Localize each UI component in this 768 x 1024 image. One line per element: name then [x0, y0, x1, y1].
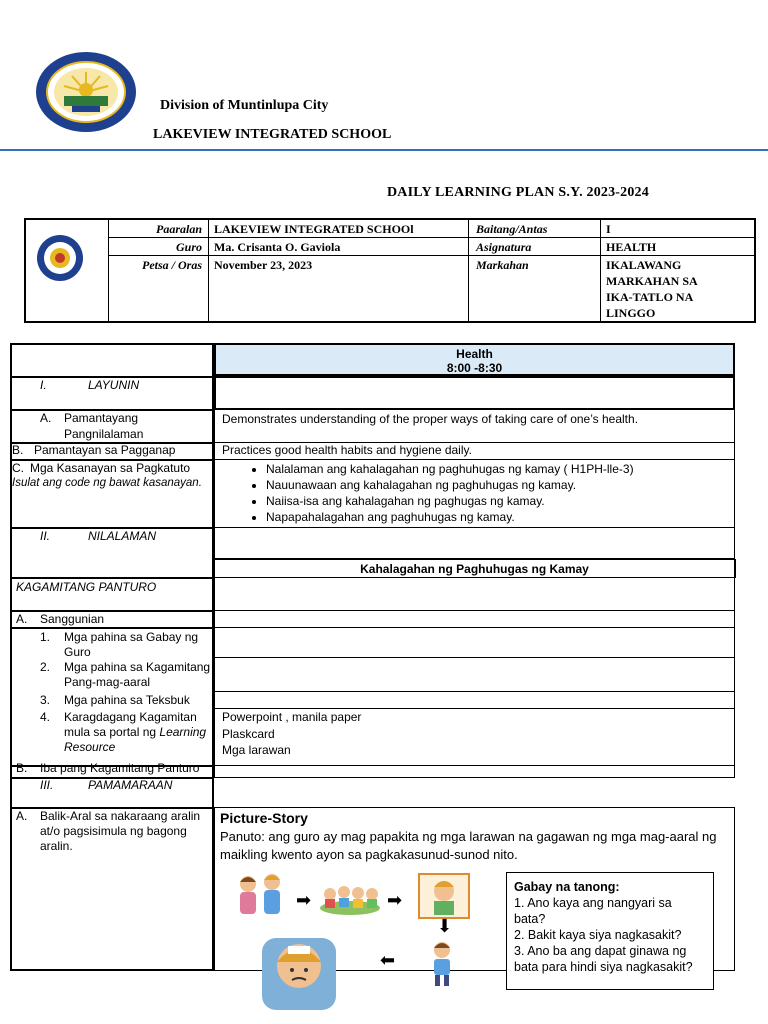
- c-letter: C.: [12, 461, 24, 475]
- gabay-tanong-box: [506, 872, 714, 990]
- arrow-left-icon: ⬅: [380, 950, 396, 970]
- pamamaraan-heading: PAMAMARAAN: [88, 778, 173, 792]
- nilalaman-num: II.: [40, 529, 51, 543]
- gabay-question-1b: bata?: [514, 912, 546, 926]
- s4-label-1: Karagdagang Kagamitan: [64, 710, 197, 724]
- objectives-list: [214, 461, 730, 525]
- story-picture-2: [318, 880, 382, 921]
- markahan-value-2: MARKAHAN SA: [606, 274, 698, 288]
- story-picture-5: [254, 928, 344, 1019]
- pagganap-value: Practices good health habits and hygiene daily.: [222, 443, 472, 457]
- deped-seal-icon: [36, 234, 100, 298]
- nilalaman-heading: NILALAMAN: [88, 529, 157, 543]
- s1-label-2: Guro: [64, 645, 91, 659]
- gabay-question-1: 1. Ano kaya ang nangyari sa: [514, 896, 672, 910]
- balik-label-3: aralin.: [40, 839, 73, 853]
- plan-title: DAILY LEARNING PLAN S.Y. 2023-2024: [387, 185, 649, 200]
- picture-story-title: Picture-Story: [220, 810, 308, 826]
- petsa-value: November 23, 2023: [214, 258, 313, 272]
- arrow-right-icon: ➡: [296, 890, 312, 910]
- balik-label-1: Balik-Aral sa nakaraang aralin: [40, 809, 201, 823]
- s3-label: Mga pahina sa Teksbuk: [64, 693, 190, 707]
- baitang-label: Baitang/Antas: [476, 222, 548, 236]
- gabay-question-2: 2. Bakit kaya siya nagkasakit?: [514, 928, 682, 942]
- asignatura-value: HEALTH: [606, 240, 657, 254]
- baitang-value: I: [606, 222, 611, 236]
- guro-value: Ma. Crisanta O. Gaviola: [214, 240, 341, 254]
- s2-label-1: Mga pahina sa Kagamitang: [64, 660, 211, 674]
- s4-num: 4.: [40, 710, 51, 724]
- pamantayang-value: Demonstrates understanding of the proper ways of taking care of one’s health.: [222, 412, 639, 426]
- s4-label-2: [64, 725, 206, 740]
- panuto-line-2: maikling kwento ayon sa pagkakasunud-sunod nito.: [220, 847, 518, 862]
- school-name: LAKEVIEW INTEGRATED SCHOOL: [153, 127, 392, 142]
- objective-item: • Nauunawaan ang kahalagahan ng paghuhugas ng kamay.: [266, 477, 730, 493]
- iba-pang-letter: B.: [16, 761, 28, 775]
- s4-value-2: Plaskcard: [222, 727, 275, 741]
- s2-num: 2.: [40, 660, 51, 674]
- pamamaraan-num: III.: [40, 778, 54, 792]
- kasanayan-label: Mga Kasanayan sa Pagkatuto: [30, 461, 191, 475]
- story-picture-1: [232, 872, 288, 925]
- markahan-value-1: IKALAWANG: [606, 258, 682, 272]
- s1-num: 1.: [40, 630, 51, 644]
- b-letter: B.: [12, 443, 24, 457]
- division-name: Division of Muntinlupa City: [160, 98, 329, 113]
- health-header: [214, 343, 735, 376]
- markahan-value-3: IKA-TATLO NA: [606, 290, 694, 304]
- story-picture-4: [428, 940, 456, 993]
- arrow-down-icon: ⬇: [437, 916, 453, 936]
- balik-label-2: at/o pagsisimula ng bagong: [40, 824, 187, 838]
- arrow-right-icon: ➡: [387, 890, 403, 910]
- sanggunian-label: Sanggunian: [40, 612, 105, 626]
- objective-item: • Napapahalagahan ang paghuhugas ng kamay.: [266, 509, 730, 525]
- s1-label-1: Mga pahina sa Gabay ng: [64, 630, 199, 644]
- s4-label-3: Resource: [64, 740, 116, 754]
- s4-label-2-italic: Learning: [159, 725, 207, 739]
- header-divider: [0, 149, 768, 151]
- time-label: 8:00 -8:30: [446, 361, 503, 375]
- layunin-num: I.: [40, 378, 47, 392]
- guro-label: Guro: [175, 240, 202, 254]
- s2-label-2: Pang-mag-aaral: [64, 675, 151, 689]
- iba-pang-label: Iba pang Kagamitang Panturo: [40, 761, 200, 775]
- info-table: [24, 218, 756, 323]
- s4-label-2-text: mula sa portal ng: [64, 725, 160, 739]
- subject-label: Health: [456, 347, 493, 361]
- gabay-title: Gabay na tanong:: [514, 880, 620, 894]
- kagamitan-heading: KAGAMITANG PANTURO: [16, 580, 157, 594]
- paaralan-label: Paaralan: [155, 222, 202, 236]
- s4-value-1: Powerpoint , manila paper: [222, 710, 362, 724]
- a-letter: A.: [40, 411, 52, 425]
- petsa-label: Petsa / Oras: [142, 258, 202, 272]
- s3-num: 3.: [40, 693, 51, 707]
- balik-letter: A.: [16, 809, 28, 823]
- layunin-heading: LAYUNIN: [88, 378, 140, 392]
- markahan-value-4: LINGGO: [606, 306, 656, 320]
- school-logo: [34, 50, 138, 134]
- s4-value-3: Mga larawan: [222, 743, 291, 757]
- objective-item: • Nalalaman ang kahalagahan ng paghuhugas ng kamay ( H1PH-lle-3): [266, 461, 730, 477]
- pamantayang-label-1: Pamantayang: [64, 411, 139, 425]
- sanggunian-letter: A.: [16, 612, 28, 626]
- gabay-question-3b: bata para hindi siya nagkasakit?: [514, 960, 693, 974]
- asignatura-label: Asignatura: [476, 240, 532, 254]
- pamantayang-label-2: Pangnilalaman: [64, 427, 144, 441]
- gabay-question-3: 3. Ano ba ang dapat ginawa ng: [514, 944, 687, 958]
- panuto-line-1: Panuto: ang guro ay mag papakita ng mga larawan na gagawan ng mga mag-aaral ng: [220, 829, 717, 844]
- objective-item: • Naiisa-isa ang kahalagahan ng paghugas ng kamay.: [266, 493, 730, 509]
- paaralan-value: LAKEVIEW INTEGRATED SCHOOl: [214, 222, 414, 236]
- kasanayan-note: Isulat ang code ng bawat kasanayan.: [12, 477, 202, 489]
- pagganap-label: Pamantayan sa Pagganap: [34, 443, 176, 457]
- markahan-label: Markahan: [476, 258, 529, 272]
- lesson-topic: Kahalagahan ng Paghuhugas ng Kamay: [360, 562, 589, 576]
